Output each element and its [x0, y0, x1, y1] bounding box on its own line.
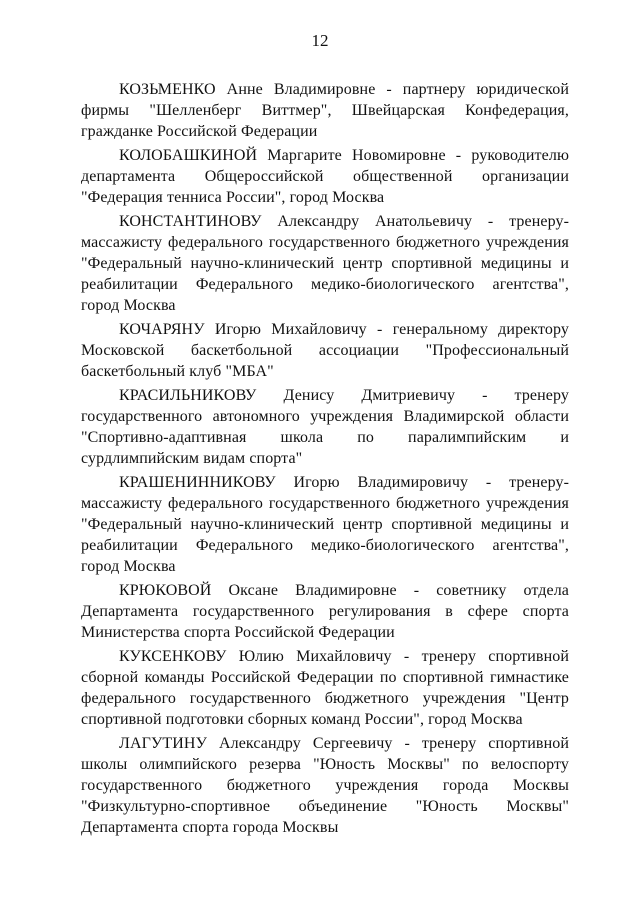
page-number: 12: [311, 31, 329, 50]
list-item: ЛАГУТИНУ Александру Сергеевичу - тренеру спортивной школы олимпийского резерва "Юность Москвы" по велоспорту государственного бюджетного учреждения города Москвы "Физкультурно-спортивное объединение "Юность Москвы" Департамента спорта города Москвы: [81, 735, 569, 836]
award-list: [81, 79, 569, 841]
list-item: КОЗЬМЕНКО Анне Владимировне - партнеру юридической фирмы "Шелленберг Виттмер", Швейцарская Конфедерация, гражданке Российской Федерации: [81, 81, 569, 140]
list-item: КОЛОБАШКИНОЙ Маргарите Новомировне - руководителю департамента Общероссийской общественной организации "Федерация тенниса России", город Москва: [81, 147, 569, 206]
list-item: КРАШЕНИННИКОВУ Игорю Владимировичу - тренеру-массажисту федерального государственного бюджетного учреждения "Федеральный научно-клинический центр спортивной медицины и реабилитации Федерального медико-биологического агентства", город Москва: [81, 474, 569, 575]
list-item: КУКСЕНКОВУ Юлию Михайловичу - тренеру спортивной сборной команды Российской Федерации по спортивной гимнастике федерального государственного бюджетного учреждения "Центр спортивной подготовки сборных команд России", город Москва: [81, 648, 569, 728]
list-item: КОНСТАНТИНОВУ Александру Анатольевичу - тренеру-массажисту федерального государственного бюджетного учреждения "Федеральный научно-клинический центр спортивной медицины и реабилитации Федерального медико-биологического агентства", город Москва: [81, 213, 569, 314]
list-item: КРЮКОВОЙ Оксане Владимировне - советнику отдела Департамента государственного регулирования в сфере спорта Министерства спорта Российской Федерации: [81, 582, 569, 641]
list-item: КРАСИЛЬНИКОВУ Денису Дмитриевичу - тренеру государственного автономного учреждения Владимирской области "Спортивно-адаптивная школа по паралимпийским и сурдлимпийским видам спорта": [81, 387, 569, 467]
list-item: КОЧАРЯНУ Игорю Михайловичу - генеральному директору Московской баскетбольной ассоциации "Профессиональный баскетбольный клуб "МБА": [81, 321, 569, 380]
